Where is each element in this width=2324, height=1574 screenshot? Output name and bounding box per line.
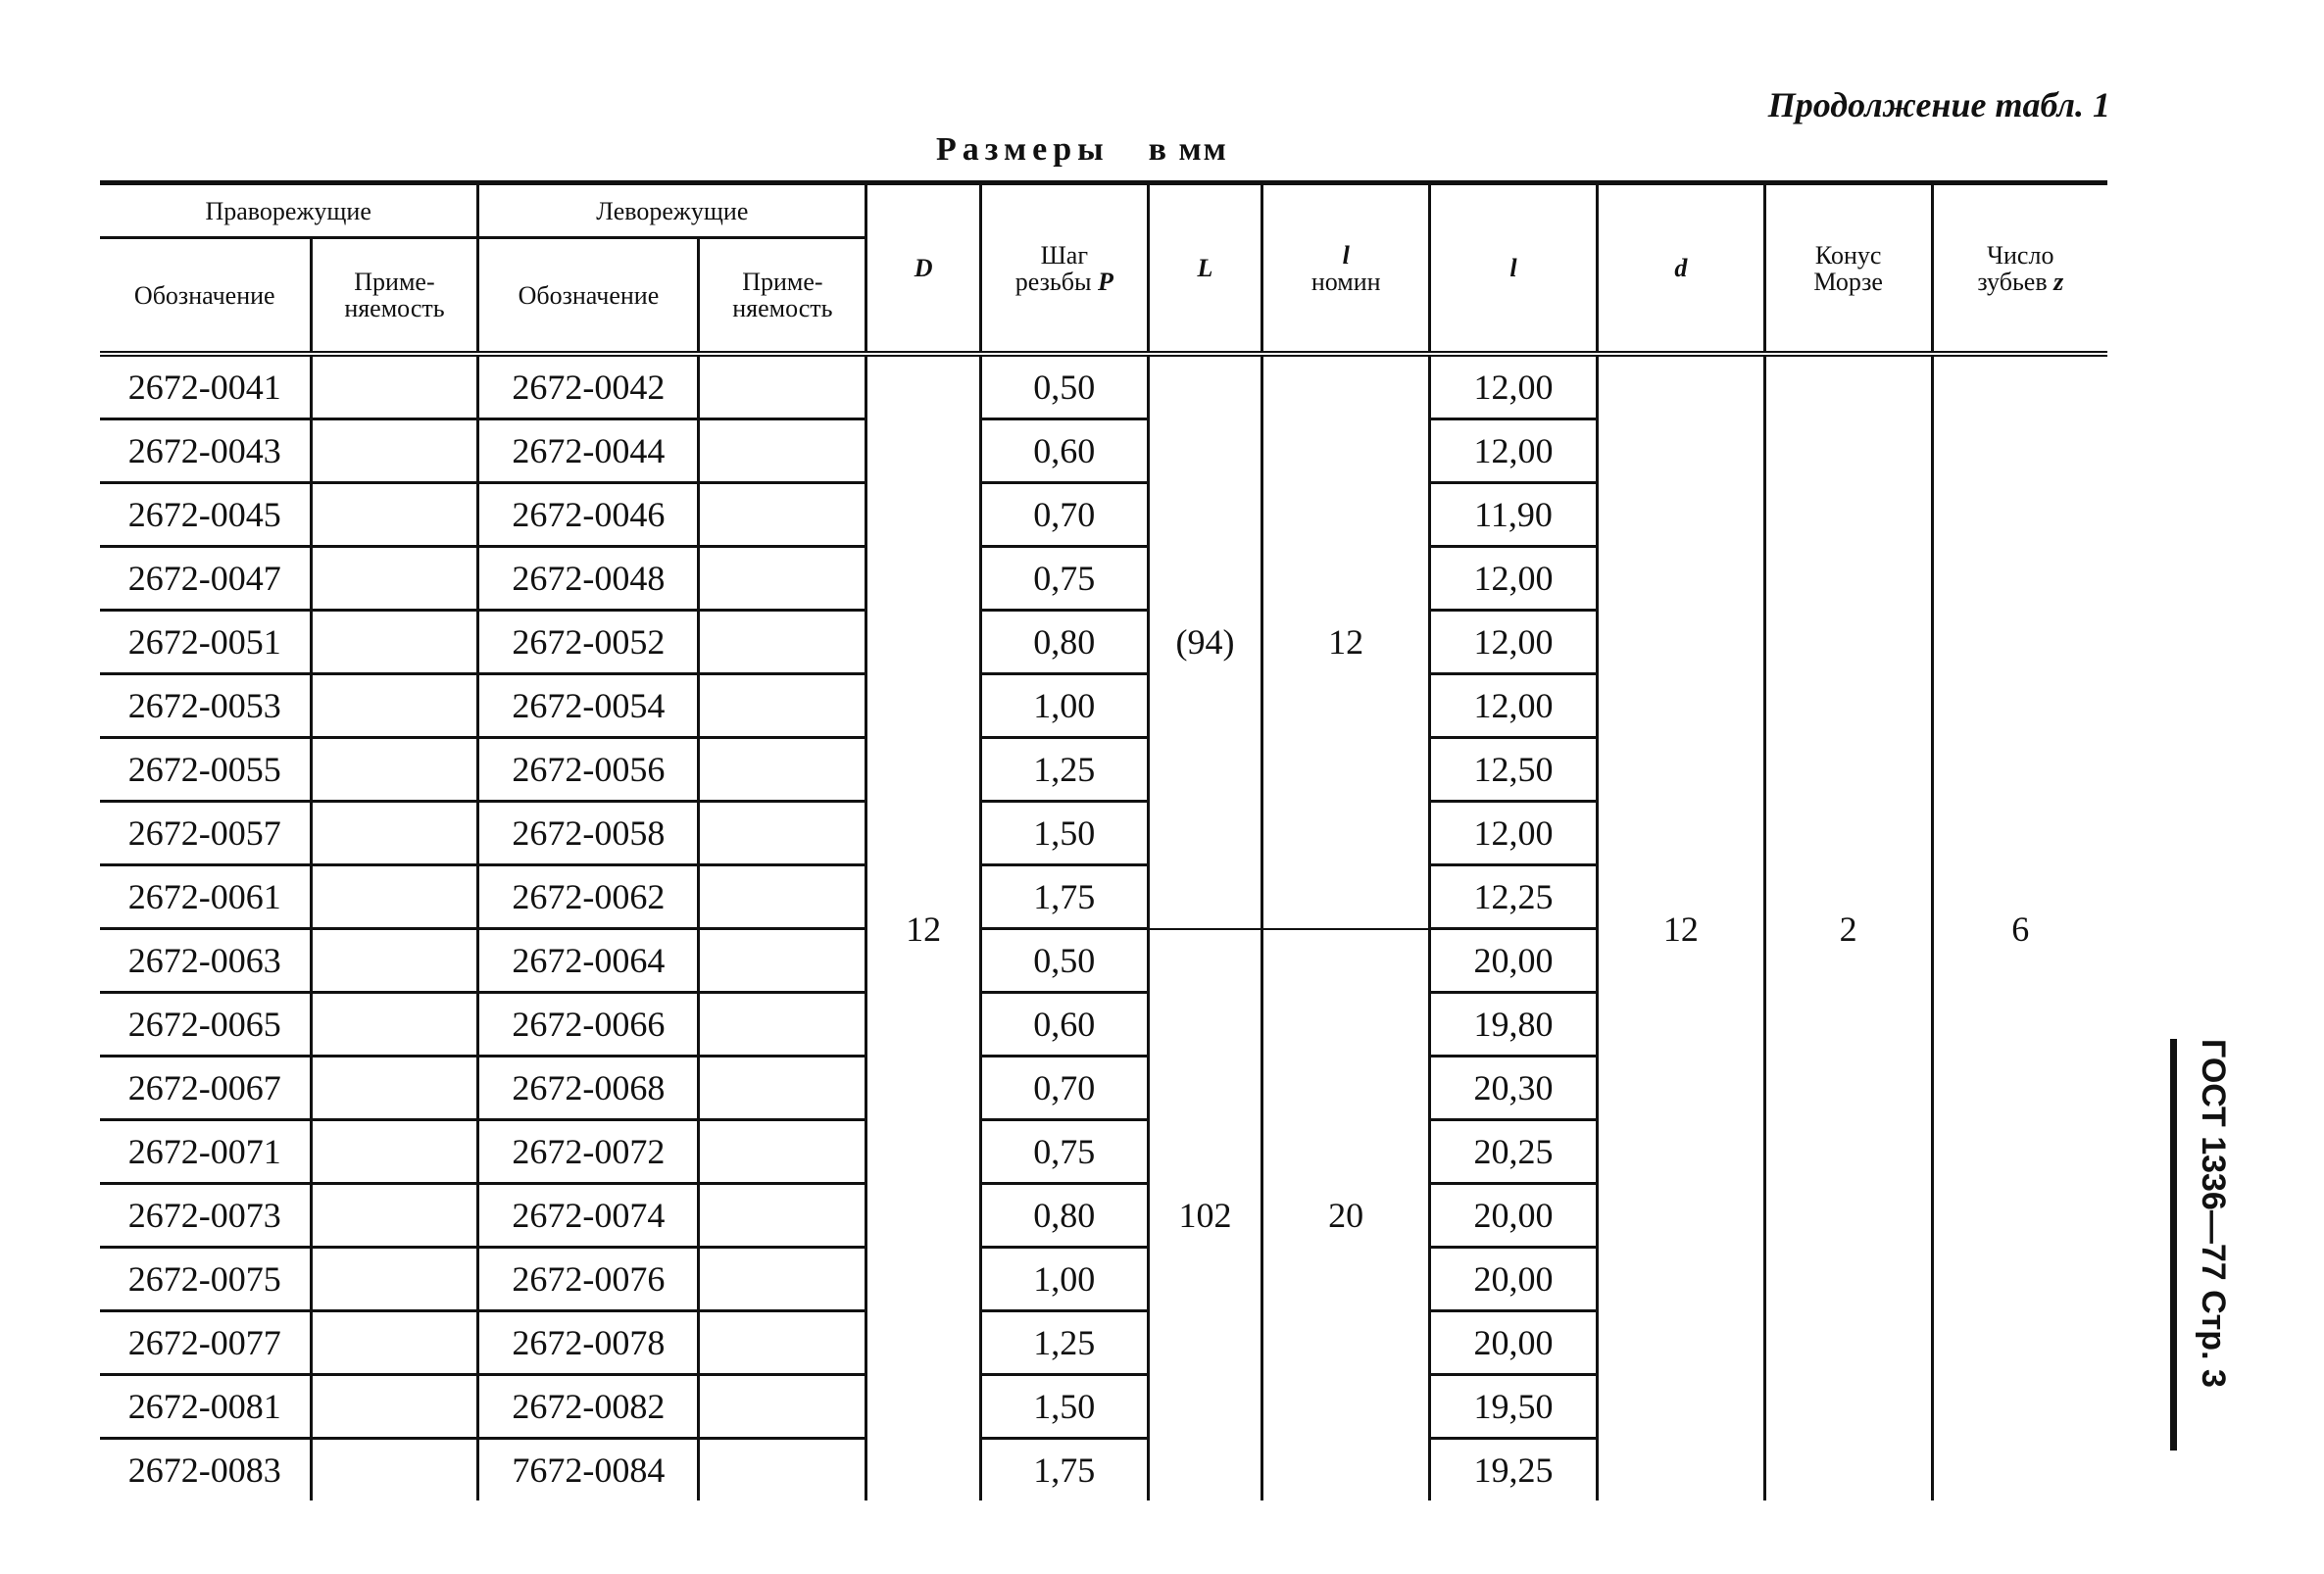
header-morse-taper: Конус Морзе: [1764, 183, 1932, 355]
left-designation-cell: 2672-0056: [478, 738, 699, 802]
pitch-cell: 0,60: [980, 419, 1148, 483]
L-value-cell: (94): [1148, 354, 1262, 929]
pitch-cell: 0,75: [980, 1120, 1148, 1184]
units-caption: [936, 131, 1228, 169]
morse-taper-cell: 2: [1764, 354, 1932, 1500]
right-designation-cell: 2672-0051: [100, 611, 311, 674]
right-applicability-cell: [311, 929, 478, 993]
pitch-cell: 0,60: [980, 993, 1148, 1057]
left-applicability-cell: [699, 611, 866, 674]
teeth-count-cell: 6: [1932, 354, 2107, 1500]
units-label: Размеры: [936, 131, 1110, 168]
d-value-cell: 12: [1597, 354, 1764, 1500]
pitch-cell: 0,70: [980, 1057, 1148, 1120]
length-cell: 12,50: [1430, 738, 1598, 802]
length-cell: 12,00: [1430, 611, 1598, 674]
left-applicability-cell: [699, 547, 866, 611]
right-applicability-cell: [311, 1184, 478, 1248]
left-applicability-cell: [699, 1120, 866, 1184]
l-nominal-value-cell: 20: [1262, 929, 1430, 1501]
length-cell: 12,00: [1430, 674, 1598, 738]
side-margin-rule: [2170, 1039, 2236, 1451]
length-cell: 20,30: [1430, 1057, 1598, 1120]
left-applicability-cell: [699, 1439, 866, 1501]
pitch-cell: 1,00: [980, 674, 1148, 738]
length-cell: 12,00: [1430, 802, 1598, 865]
right-applicability-cell: [311, 1439, 478, 1501]
left-applicability-cell: [699, 865, 866, 929]
length-cell: 19,25: [1430, 1439, 1598, 1501]
right-applicability-cell: [311, 419, 478, 483]
right-designation-cell: 2672-0061: [100, 865, 311, 929]
left-designation-cell: 2672-0066: [478, 993, 699, 1057]
right-applicability-cell: [311, 611, 478, 674]
right-applicability-cell: [311, 865, 478, 929]
right-applicability-cell: [311, 1375, 478, 1439]
right-applicability-cell: [311, 547, 478, 611]
left-designation-cell: 2672-0076: [478, 1248, 699, 1311]
right-designation-cell: 2672-0057: [100, 802, 311, 865]
D-value-cell: 12: [866, 354, 981, 1500]
length-cell: 12,00: [1430, 419, 1598, 483]
pitch-cell: 0,80: [980, 611, 1148, 674]
length-cell: 12,25: [1430, 865, 1598, 929]
left-applicability-cell: [699, 802, 866, 865]
right-applicability-cell: [311, 993, 478, 1057]
units-value: в мм: [1148, 131, 1228, 168]
left-designation-cell: 2672-0052: [478, 611, 699, 674]
left-designation-cell: 2672-0044: [478, 419, 699, 483]
left-applicability-cell: [699, 929, 866, 993]
right-designation-cell: 2672-0071: [100, 1120, 311, 1184]
length-cell: 20,00: [1430, 1248, 1598, 1311]
right-designation-cell: 2672-0043: [100, 419, 311, 483]
right-applicability-cell: [311, 1120, 478, 1184]
header-l: l: [1430, 183, 1598, 355]
header-L: L: [1148, 183, 1262, 355]
right-designation-cell: 2672-0075: [100, 1248, 311, 1311]
left-designation-cell: 2672-0048: [478, 547, 699, 611]
l-nominal-value-cell: 12: [1262, 354, 1430, 929]
right-designation-cell: 2672-0063: [100, 929, 311, 993]
pitch-cell: 1,50: [980, 802, 1148, 865]
right-applicability-cell: [311, 674, 478, 738]
pitch-cell: 1,50: [980, 1375, 1148, 1439]
right-designation-cell: 2672-0055: [100, 738, 311, 802]
pitch-cell: 1,75: [980, 865, 1148, 929]
length-cell: 20,00: [1430, 929, 1598, 993]
length-cell: 20,00: [1430, 1184, 1598, 1248]
length-cell: 12,00: [1430, 354, 1598, 419]
left-designation-cell: 2672-0054: [478, 674, 699, 738]
left-cutting-header: Леворежущие: [478, 183, 866, 238]
left-designation-cell: 2672-0064: [478, 929, 699, 993]
table-row: [100, 354, 2107, 419]
right-designation-cell: 2672-0077: [100, 1311, 311, 1375]
header-left-designation: Обозначение: [478, 238, 699, 355]
right-applicability-cell: [311, 738, 478, 802]
pitch-cell: 1,00: [980, 1248, 1148, 1311]
left-applicability-cell: [699, 354, 866, 419]
pitch-cell: 1,25: [980, 1311, 1148, 1375]
right-applicability-cell: [311, 1311, 478, 1375]
length-cell: 11,90: [1430, 483, 1598, 547]
left-designation-cell: 2672-0058: [478, 802, 699, 865]
header-left-applicability: Приме- няемость: [699, 238, 866, 355]
pitch-cell: 0,50: [980, 354, 1148, 419]
left-designation-cell: 2672-0078: [478, 1311, 699, 1375]
left-applicability-cell: [699, 1184, 866, 1248]
right-designation-cell: 2672-0081: [100, 1375, 311, 1439]
header-l-nominal: l номин: [1262, 183, 1430, 355]
right-applicability-cell: [311, 354, 478, 419]
length-cell: 12,00: [1430, 547, 1598, 611]
right-applicability-cell: [311, 802, 478, 865]
left-designation-cell: 7672-0084: [478, 1439, 699, 1501]
left-designation-cell: 2672-0042: [478, 354, 699, 419]
left-applicability-cell: [699, 1248, 866, 1311]
right-designation-cell: 2672-0045: [100, 483, 311, 547]
left-designation-cell: 2672-0062: [478, 865, 699, 929]
continuation-label: Продолжение табл. 1: [1767, 85, 2110, 124]
left-applicability-cell: [699, 993, 866, 1057]
left-designation-cell: 2672-0068: [478, 1057, 699, 1120]
L-value-cell: 102: [1148, 929, 1262, 1501]
right-applicability-cell: [311, 1057, 478, 1120]
right-designation-cell: 2672-0053: [100, 674, 311, 738]
pitch-cell: 0,80: [980, 1184, 1148, 1248]
dimensions-table: [100, 180, 2107, 1500]
right-designation-cell: 2672-0041: [100, 354, 311, 419]
left-applicability-cell: [699, 738, 866, 802]
length-cell: 20,00: [1430, 1311, 1598, 1375]
right-designation-cell: 2672-0047: [100, 547, 311, 611]
header-right-applicability: Приме- няемость: [311, 238, 478, 355]
length-cell: 19,80: [1430, 993, 1598, 1057]
left-designation-cell: 2672-0046: [478, 483, 699, 547]
right-applicability-cell: [311, 483, 478, 547]
left-designation-cell: 2672-0082: [478, 1375, 699, 1439]
right-applicability-cell: [311, 1248, 478, 1311]
right-designation-cell: 2672-0067: [100, 1057, 311, 1120]
header-right-designation: Обозначение: [100, 238, 311, 355]
pitch-cell: 0,50: [980, 929, 1148, 993]
left-applicability-cell: [699, 1057, 866, 1120]
header-d: d: [1597, 183, 1764, 355]
left-designation-cell: 2672-0072: [478, 1120, 699, 1184]
right-designation-cell: 2672-0083: [127, 1451, 281, 1490]
pitch-cell: 1,25: [980, 738, 1148, 802]
right-designation-cell: 2672-0073: [100, 1184, 311, 1248]
table-body: [100, 354, 2107, 1500]
left-applicability-cell: [699, 419, 866, 483]
header-teeth-count: Число зубьев z: [1932, 183, 2107, 355]
left-designation-cell: 2672-0074: [478, 1184, 699, 1248]
pitch-cell: 1,75: [980, 1439, 1148, 1501]
length-cell: 19,50: [1430, 1375, 1598, 1439]
header-pitch: Шаг резьбы P: [980, 183, 1148, 355]
length-cell: 20,25: [1430, 1120, 1598, 1184]
header-D: D: [866, 183, 981, 355]
left-applicability-cell: [699, 1375, 866, 1439]
right-designation-cell: 2672-0065: [100, 993, 311, 1057]
left-applicability-cell: [699, 1311, 866, 1375]
pitch-cell: 0,75: [980, 547, 1148, 611]
pitch-cell: 0,70: [980, 483, 1148, 547]
left-applicability-cell: [699, 674, 866, 738]
side-standard-label: ГОСТ 1336—77 Стр. 3: [2195, 1039, 2232, 1388]
right-cutting-header: Праворежущие: [100, 183, 478, 238]
left-applicability-cell: [699, 483, 866, 547]
